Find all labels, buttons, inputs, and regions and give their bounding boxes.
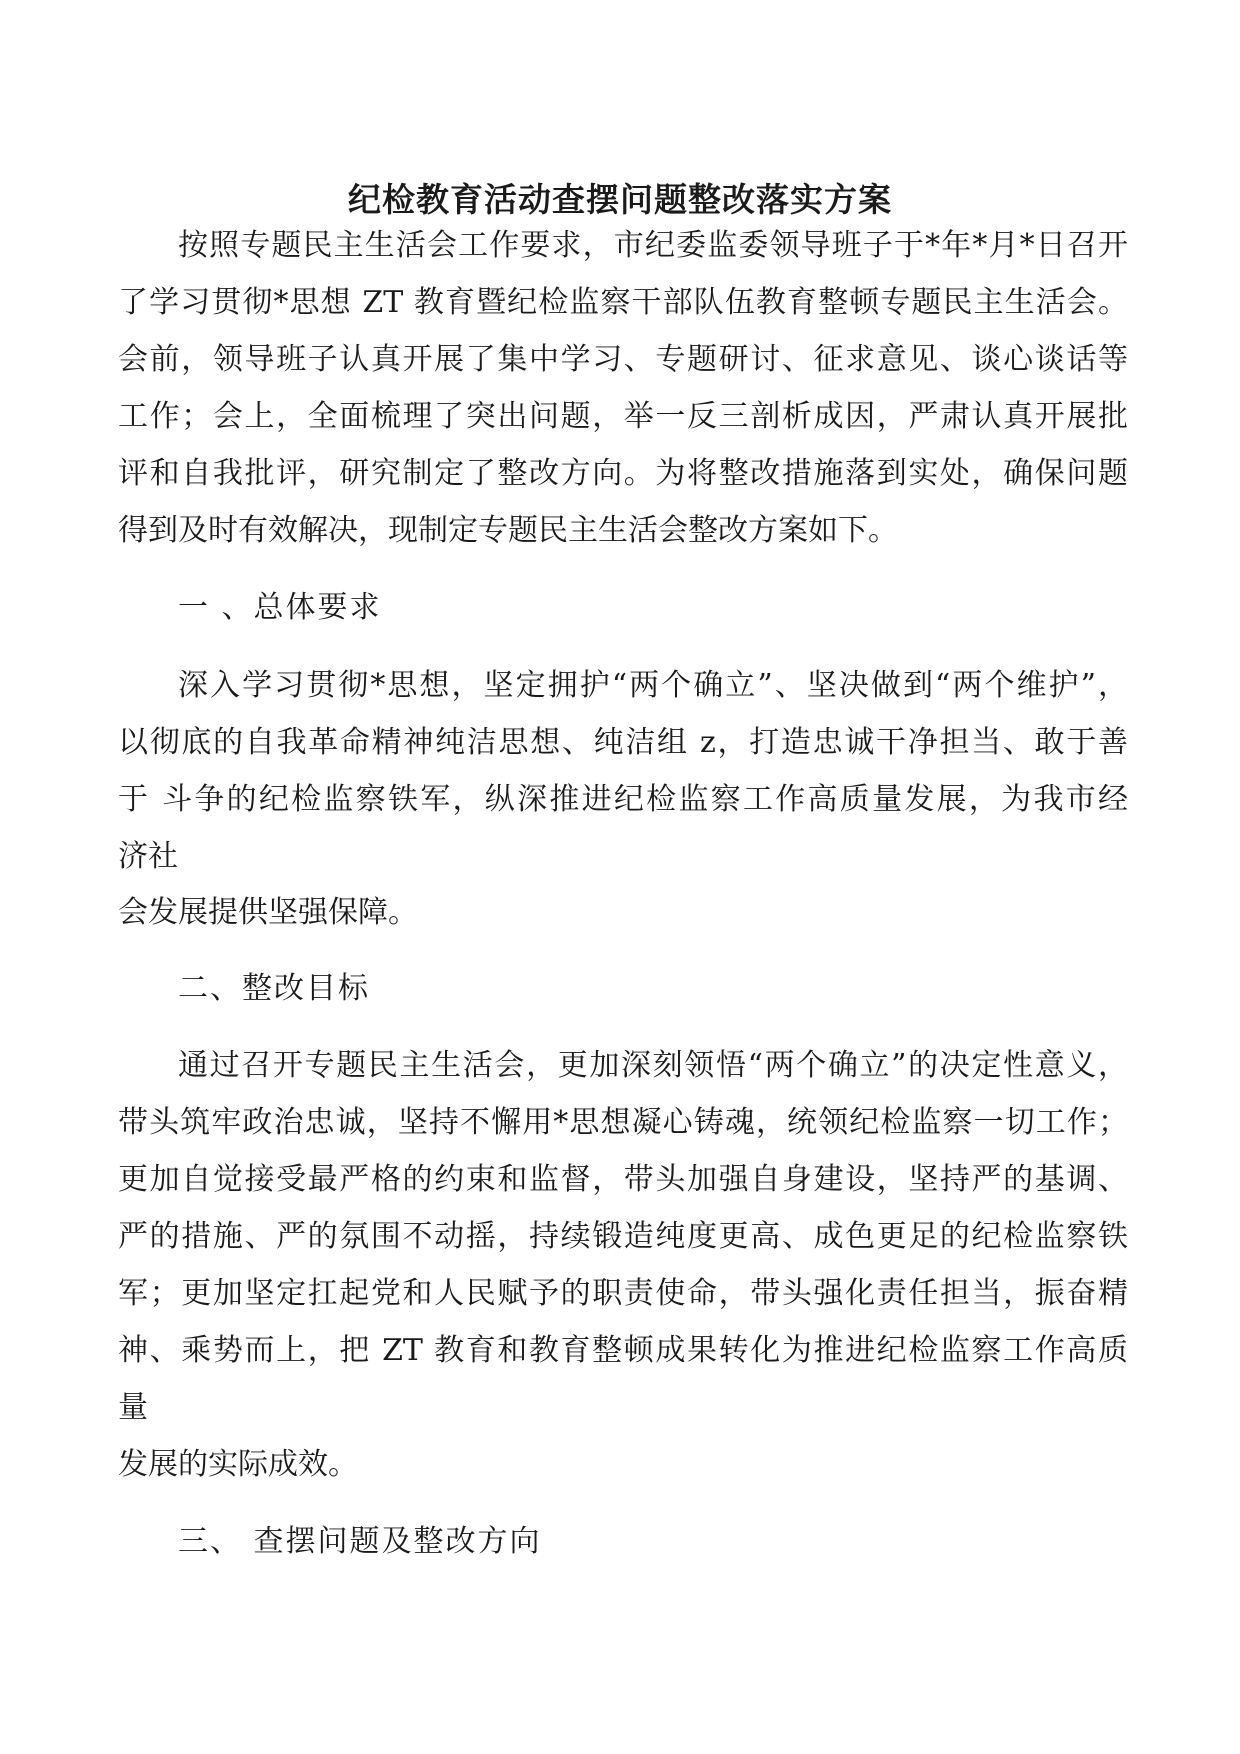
section-2-line-7: 量 — [118, 1390, 148, 1425]
section-2-line-2: 带头筑牢政治忠诚，坚持不懈用*思想凝心铸魂，统领纪检监察一切工作； — [118, 1105, 1128, 1140]
section-3-heading: 三、 查摆问题及整改方向 — [178, 1524, 542, 1559]
document-title: 纪检教育活动查摆问题整改落实方案 — [348, 180, 892, 219]
section-2-line-3: 更加自觉接受最严格的约束和监督，带头加强自身建设，坚持严的基调、 — [118, 1162, 1128, 1197]
section-2-heading: 二、整改目标 — [178, 971, 370, 1006]
section-2-line-8: 发展的实际成效。 — [118, 1447, 358, 1482]
intro-line-5: 评和自我批评，研究制定了整改方向。为将整改措施落到实处，确保问题 — [118, 456, 1128, 491]
section-1-line-1: 深入学习贯彻*思想，坚定拥护“两个确立”、坚决做到“两个维护”， — [178, 668, 1128, 703]
intro-line-2: 了学习贯彻*思想 ZT 教育暨纪检监察干部队伍教育整顿专题民主生活会。 — [118, 285, 1128, 320]
section-2-line-1: 通过召开专题民主生活会，更加深刻领悟“两个确立”的决定性意义， — [178, 1048, 1128, 1083]
intro-line-3: 会前，领导班子认真开展了集中学习、专题研讨、征求意见、谈心谈话等 — [118, 342, 1128, 377]
section-1-line-4: 济社 — [118, 839, 178, 874]
section-1-heading: 一 、总体要求 — [178, 590, 382, 625]
section-2-line-4: 严的措施、严的氛围不动摇，持续锻造纯度更高、成色更足的纪检监察铁 — [118, 1219, 1128, 1254]
section-1-line-2: 以彻底的自我革命精神纯洁思想、纯洁组 z，打造忠诚干净担当、敢于善 — [118, 725, 1128, 760]
intro-line-6: 得到及时有效解决，现制定专题民主生活会整改方案如下。 — [118, 513, 898, 548]
section-1-line-3: 于 斗争的纪检监察铁军，纵深推进纪检监察工作高质量发展，为我市经 — [118, 782, 1128, 817]
section-2-line-6: 神、乘势而上，把 ZT 教育和教育整顿成果转化为推进纪检监察工作高质 — [118, 1333, 1128, 1368]
section-1-line-5: 会发展提供坚强保障。 — [118, 895, 418, 930]
intro-line-4: 工作；会上，全面梳理了突出问题，举一反三剖析成因，严肃认真开展批 — [118, 399, 1128, 434]
section-2-line-5: 军；更加坚定扛起党和人民赋予的职责使命，带头强化责任担当，振奋精 — [118, 1276, 1128, 1311]
intro-line-1: 按照专题民主生活会工作要求，市纪委监委领导班子于*年*月*日召开 — [178, 228, 1128, 263]
